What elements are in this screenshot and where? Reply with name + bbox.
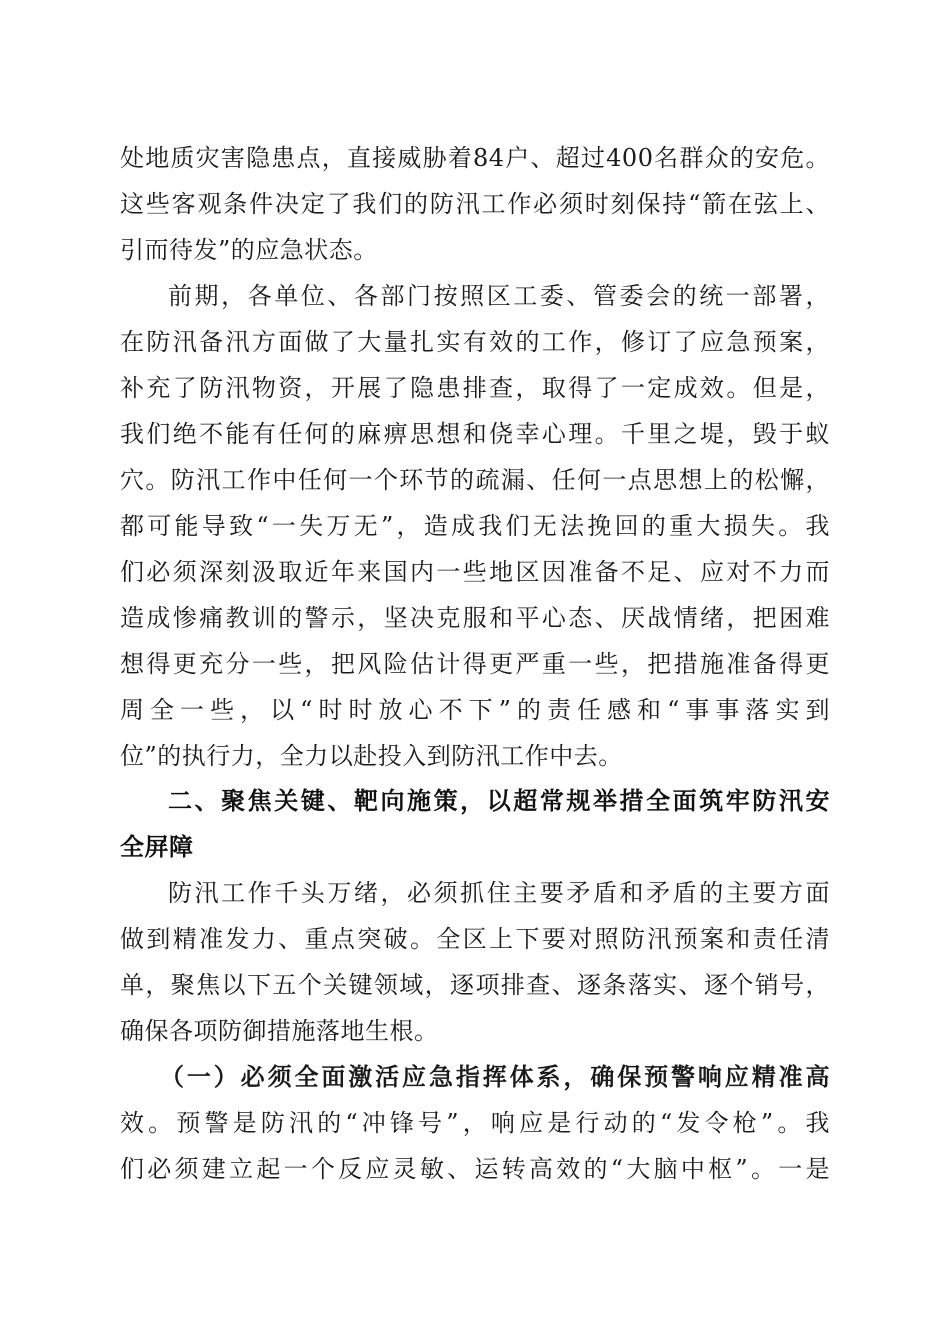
paragraph-3 xyxy=(120,870,830,1054)
paragraph-line: 周全一些，以“时时放心不下”的责任感和“事事落实到 xyxy=(120,696,830,724)
paragraph-2 xyxy=(120,273,830,779)
paragraph-line: 防汛工作千头万绪，必须抓住主要矛盾和矛盾的主要方面 xyxy=(168,879,830,907)
paragraph-1 xyxy=(120,135,830,273)
paragraph-line: 们必须建立起一个反应灵敏、运转高效的“大脑中枢”。一是 xyxy=(120,1155,830,1183)
paragraph-line: 穴。防汛工作中任何一个环节的疏漏、任何一点思想上的松懈， xyxy=(120,466,830,494)
paragraph-line: 想得更充分一些，把风险估计得更严重一些，把措施准备得更 xyxy=(120,650,830,678)
paragraph-line: 都可能导致“一失万无”，造成我们无法挽回的重大损失。我 xyxy=(120,512,830,540)
paragraph-line: 引而待发”的应急状态。 xyxy=(120,236,378,264)
heading-line: 全屏障 xyxy=(120,833,194,861)
paragraph-line xyxy=(120,1054,830,1100)
paragraph-line: 造成惨痛教训的警示，坚决克服和平心态、厌战情绪，把困难 xyxy=(120,604,830,632)
paragraph-line: 我们绝不能有任何的麻痹思想和侥幸心理。千里之堤，毁于蚁 xyxy=(120,420,830,448)
section-heading xyxy=(120,778,830,870)
paragraph-line: 确保各项防御措施落地生根。 xyxy=(120,1017,439,1045)
paragraph-line: 做到精准发力、重点突破。全区上下要对照防汛预案和责任清 xyxy=(120,925,830,953)
paragraph-line: 单，聚焦以下五个关键领域，逐项排查、逐条落实、逐个销号， xyxy=(120,971,830,999)
paragraph-line: 补充了防汛物资，开展了隐患排查，取得了一定成效。但是， xyxy=(120,374,830,402)
paragraph-line: 们必须深刻汲取近年来国内一些地区因准备不足、应对不力而 xyxy=(120,558,830,586)
paragraph-line: 在防汛备汛方面做了大量扎实有效的工作，修订了应急预案， xyxy=(120,328,830,356)
paragraph-4 xyxy=(120,1054,830,1192)
subheading-text: （一）必须全面激活应急指挥体系，确保预警响应精准高 xyxy=(160,1062,830,1091)
heading-line: 二、聚焦关键、靶向施策，以超常规举措全面筑牢防汛安 xyxy=(168,787,830,815)
paragraph-line: 处地质灾害隐患点，直接威胁着84户、超过400名群众的安危。 xyxy=(120,144,830,172)
paragraph-line: 位”的执行力，全力以赴投入到防汛工作中去。 xyxy=(120,742,623,770)
paragraph-line: 效。预警是防汛的“冲锋号”，响应是行动的“发令枪”。我 xyxy=(120,1109,830,1137)
paragraph-line: 前期，各单位、各部门按照区工委、管委会的统一部署， xyxy=(168,282,830,310)
paragraph-line: 这些客观条件决定了我们的防汛工作必须时刻保持“箭在弦上、 xyxy=(120,190,830,218)
